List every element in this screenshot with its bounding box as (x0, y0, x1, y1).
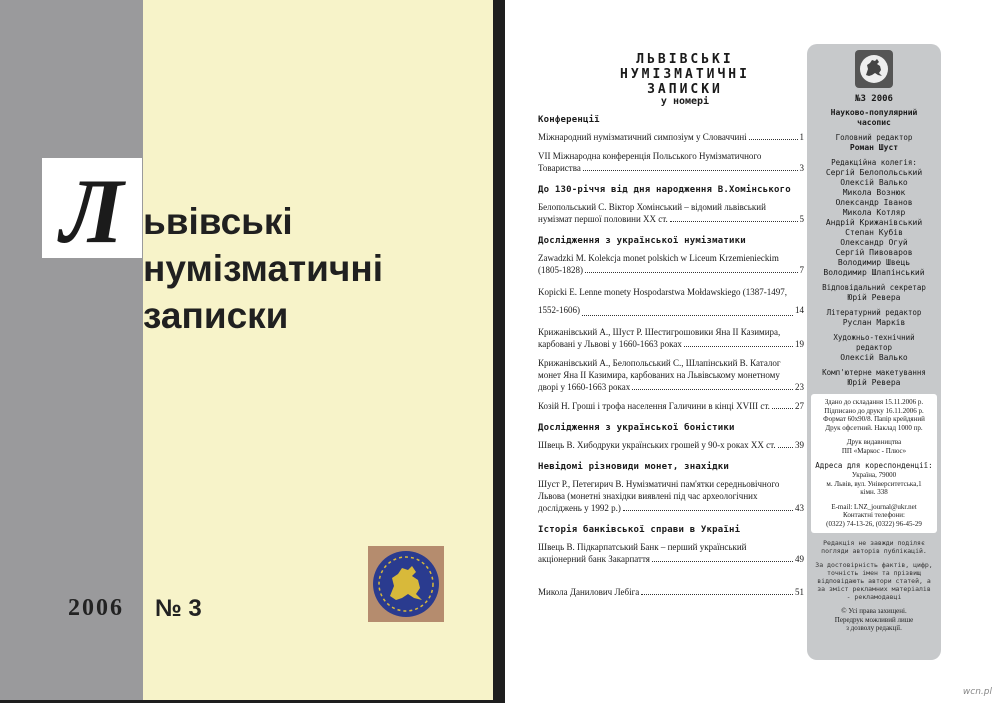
phones: (0322) 74-13-26, (0322) 96-45-29 (826, 519, 922, 528)
print-info (813, 398, 935, 432)
toc-dot-leader (772, 400, 793, 409)
journal-kind-line: Науково-популярний (830, 108, 918, 117)
cover-issue-number: № 3 (155, 595, 202, 622)
print-info-line: Формат 60х90/8. Папір крейдяний (823, 415, 925, 423)
phones-label: Контактні телефони: (843, 511, 905, 519)
toc-entry-text: акціонерний банк Закарпаття (538, 554, 650, 564)
email: E-mail: LNZ_journal@ukr.net (831, 502, 917, 511)
toc-entry (538, 326, 804, 350)
toc-page-number: 49 (795, 554, 804, 564)
print-info-line: Здано до складання 15.11.2006 р. (824, 398, 924, 406)
board-member: Олексій Валько (840, 178, 908, 187)
toc-page-number: 23 (795, 382, 804, 392)
toc-page-number: 27 (795, 401, 804, 411)
copyright-line: з дозволу редакції. (846, 624, 902, 632)
editorial-board-list (807, 168, 941, 278)
toc-section-heading: Історія банківської справи в Україні (538, 525, 741, 535)
toc-entry (538, 283, 804, 319)
toc-page-number: 51 (795, 587, 804, 597)
cover-page (0, 0, 493, 700)
toc-dot-leader (583, 162, 798, 171)
editorial-notice (807, 539, 941, 555)
toc-dot-leader (778, 439, 793, 448)
toc-dot-leader (641, 586, 793, 595)
toc-entry-text: Швець В. Хибодруки українських грошей у 90-х роках XX ст. (538, 440, 776, 450)
toc-section-heading: Невідомі різновиди монет, знахідки (538, 462, 730, 472)
toc-entry-text: нумізмат першої половини XX ст. (538, 214, 668, 224)
toc-entry (538, 541, 804, 565)
toc-page-number: 5 (799, 214, 804, 224)
board-member: Микола Вознюк (842, 188, 906, 197)
toc-entry (538, 150, 804, 174)
masthead-sidebar (807, 44, 941, 660)
toc-entry (538, 400, 804, 412)
lion-logo-icon (858, 53, 890, 85)
editor-label: Головний редактор (835, 133, 913, 142)
board-member: Степан Кубів (845, 228, 903, 237)
toc-entry-text: (1805-1828) (538, 265, 583, 275)
toc-page-number: 39 (795, 440, 804, 450)
table-of-contents (538, 114, 804, 605)
toc-entry-text: VII Міжнародна конференція Польського Нумізматичного (538, 151, 762, 161)
toc-dot-leader (632, 381, 793, 390)
toc-dot-leader (582, 301, 793, 316)
layout-name: Юрій Ревера (847, 378, 901, 387)
toc-entry-text: Козій Н. Гроші і трофа населення Галичини в кінці XVIII ст. (538, 401, 770, 411)
toc-dot-leader (623, 502, 793, 511)
journal-kind (807, 108, 941, 128)
toc-entry-text: монет Яна II Казимира, карбованих на Львівському монетному (538, 370, 780, 380)
layout-label: Комп'ютерне макетування (822, 368, 926, 377)
tech-editor-label-line: редактор (855, 343, 893, 352)
copyright (807, 607, 941, 633)
notice-line: Редакція не завжди поділяє (823, 539, 925, 547)
journal-title-line: НУМІЗМАТИЧНІ (620, 67, 750, 82)
toc-entry-text: Міжнародний нумізматичний симпозіум у Словаччині (538, 132, 747, 142)
print-info-line: Підписано до друку 16.11.2006 р. (824, 406, 924, 415)
toc-dot-leader (652, 553, 793, 562)
printer-line: Друк видавництва (846, 438, 902, 446)
cover-year: 2006 (68, 595, 124, 621)
notice-line: погляди авторів публікацій. (821, 547, 927, 555)
toc-entry-text: Шуст Р., Петегирич В. Нумізматичні пам'ятки середньовічного (538, 479, 780, 489)
lion-emblem (368, 546, 444, 622)
editor-name: Роман Шуст (849, 143, 899, 152)
ornamental-initial-letter-icon (45, 160, 139, 256)
board-member: Сергій Пивоваров (835, 248, 913, 257)
cover-title (143, 198, 483, 339)
contents-subtitle: у номері (660, 96, 710, 107)
toc-dot-leader (749, 131, 798, 140)
board-member: Микола Котляр (842, 208, 906, 217)
cover-title-line: ьвівські (143, 201, 293, 242)
toc-entry (538, 357, 804, 393)
toc-page-number: 19 (795, 339, 804, 349)
board-member: Олександр Огуй (840, 238, 908, 247)
literary-editor-label: Літературний редактор (826, 308, 922, 317)
journal-title (585, 52, 785, 97)
toc-dot-leader (684, 338, 793, 347)
board-label: Редакційна колегія: (831, 158, 917, 167)
journal-title-line: ЛЬВІВСЬКІ (636, 52, 734, 67)
secretary-name: Юрій Ревера (847, 293, 901, 302)
publication-info-box (811, 394, 937, 533)
printer-line: ПП «Маркос - Плюс» (841, 446, 907, 455)
toc-page-number: 14 (795, 305, 804, 315)
toc-entry (538, 439, 804, 451)
toc-section-heading: До 130-річчя від дня народження В.Хомінського (538, 185, 791, 195)
toc-entry (538, 131, 804, 143)
toc-entry-text: Товариства (538, 163, 581, 173)
cover-title-line: нумізматичні (143, 248, 383, 289)
board-member: Володимир Швець (837, 258, 911, 267)
ornamental-initial (42, 158, 142, 258)
printer-info (813, 438, 935, 455)
toc-page-number: 43 (795, 503, 804, 513)
toc-entry-text: Микола Данилович Лебіга (538, 587, 640, 597)
initial-letter: Л (60, 160, 124, 256)
journal-title-line: ЗАПИСКИ (647, 82, 723, 97)
toc-dot-leader (585, 264, 798, 273)
literary-editor-name: Руслан Марків (842, 318, 906, 327)
contents-page (505, 0, 1000, 703)
toc-entry (538, 201, 804, 225)
toc-section-heading: Дослідження з української боністики (538, 423, 735, 433)
journal-kind-line: часопис (857, 118, 891, 127)
toc-entry-text: досліджень у 1992 р.) (538, 503, 621, 513)
address-line: кімн. 338 (860, 488, 888, 496)
toc-section-heading: Дослідження з української нумізматики (538, 236, 746, 246)
copyright-line: Передрук можливий лише (834, 615, 914, 624)
address (813, 471, 935, 497)
notice-line: точність імен та прізвищ (827, 569, 921, 577)
toc-section-heading: Конференції (538, 115, 600, 125)
toc-entry (538, 252, 804, 276)
cover-title-line: записки (143, 295, 289, 336)
notice-line: за зміст рекламних матеріалів (817, 585, 931, 593)
board-member: Сергій Белопольський (825, 168, 923, 177)
toc-entry-text: Zawadzki M. Kolekcja monet polskich w Liceum Krzemienieckim (538, 253, 779, 263)
copyright-line: © Усі права захищені. (841, 607, 907, 615)
toc-entry (538, 478, 804, 514)
toc-page-number: 1 (799, 132, 804, 142)
lion-coat-of-arms-icon (372, 550, 440, 618)
board-member: Володимир Шлапінський (823, 268, 925, 277)
address-line: Україна, 79000 (851, 471, 897, 479)
journal-logo (855, 50, 893, 88)
notice-line: - рекламодавці (846, 593, 902, 601)
toc-entry-text: Белопольський С. Віктор Хомінський – відомий львівський (538, 202, 766, 212)
tech-editor-name: Олексій Валько (840, 353, 908, 362)
toc-entry-text: дворі у 1660-1663 роках (538, 382, 631, 392)
toc-entry-text: Львова (монетні знахідки виявлені під час археологічних (538, 491, 758, 501)
toc-page-number: 7 (799, 265, 804, 275)
board-member: Андрій Крижанівський (825, 218, 923, 227)
watermark: wcn.pl (962, 687, 992, 697)
toc-page-number: 3 (799, 163, 804, 173)
toc-dot-leader (670, 213, 798, 222)
toc-entry (538, 586, 804, 598)
toc-entry-text: карбовані у Львові у 1660-1663 роках (538, 339, 682, 349)
print-info-line: Друк офсетний. Наклад 1000 пр. (825, 423, 923, 432)
address-label: Адреса для кореспонденції: (815, 461, 933, 470)
sidebar-issue: №3 2006 (855, 94, 893, 104)
responsibility-notice (807, 561, 941, 601)
toc-entry-text: Крижанівський А., Белопольський С., Шлапінський В. Каталог (538, 358, 781, 368)
address-line: м. Львів, вул. Університетська,1 (826, 479, 922, 488)
notice-line: відповідають автори статей, а (817, 577, 931, 585)
toc-entry-text: Крижанівський А., Шуст Р. Шестигрошовики Яна II Казимира, (538, 327, 781, 337)
toc-entry-text: Kopicki E. Lenne monety Hospodarstwa Mołdawskiego (1387-1497, (538, 287, 787, 297)
toc-entry-text: Швець В. Підкарпатський Банк – перший український (538, 542, 747, 552)
board-member: Олександр Іванов (835, 198, 913, 207)
secretary-label: Відповідальний секретар (822, 283, 926, 292)
notice-line: За достовірність фактів, цифр, (815, 561, 933, 569)
tech-editor-label (807, 333, 941, 353)
tech-editor-label-line: Художньо-технічний (833, 333, 915, 342)
toc-entry-text: 1552-1606) (538, 305, 580, 315)
